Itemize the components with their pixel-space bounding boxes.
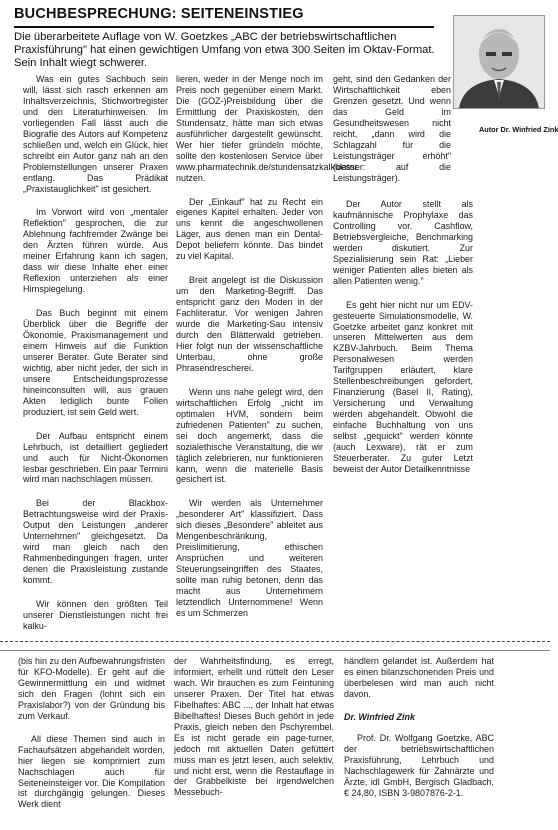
paragraph: (bis hin zu den Aufbewahrungsfristen für KFO-Modelle). Er geht auf die Gewinnermittlung ein und widmet sich den Fragen (lohnt sich ein Praxislabor?) von der Gründung bis zum Verkauf. (18, 656, 165, 721)
title-rule (14, 26, 434, 28)
bottom-column-2 (174, 656, 334, 810)
paragraph: Der „Einkauf" hat zu Recht ein eigenes Kapitel erhalten. Jeder von uns kennt die angeschwollenen Läger, aus denen man ein Dental-Depot beliefern könnte. Das bindet zu viel Kapital. (176, 196, 323, 262)
paragraph: Breit angelegt ist die Diskussion um den Marketing-Begriff. Das entspricht ganz den Moden in der Fachliteratur. Vor wenigen Jahren wurde die Marketing-Sau intensiv durch den Blätterwald getrieben. Hier folgt nun der wissenschaftliche Unterbau, ohne große Phrasendrescherei. (176, 275, 323, 373)
text-column-3-top (333, 74, 451, 197)
author-photo (453, 15, 545, 109)
article-title: BUCHBESPRECHUNG: SEITENEINSTIEG (14, 6, 304, 22)
paragraph: Was ein gutes Sachbuch sein will, lässt sich rasch erkennen am Inhaltsverzeichnis, Stichwortregister und den Literaturhinweisen. Im vorliegenden Fall lässt auch die Biografie des Autors auf Kompetenz schließen und, welch ein Glück, hier schreibt ein Autor ganz nah an den Problemstellungen unserer Praxen entlang. Das Prädikat „Praxistauglichkeit" ist gesichert. (23, 74, 168, 194)
paragraph: geht, sind den Gedanken der Wirtschaftlichkeit eben Grenzen gesetzt. Und wenn das Geld im Gesundheitswesen nicht reicht, „dann wird die Schlagzahl für die Leistungsträger erhöht" (besser: auf die Leistungsträger). (333, 74, 451, 183)
page-divider (0, 641, 550, 642)
paragraph: All diese Themen sind auch in Fachaufsätzen abgehandelt worden, hier liegen sie komprimiert zum Nachschlagen auch für Seiteneinsteiger vor. Die Kompilation ist durchgängig gelungen. Dieses Werk dient (18, 733, 165, 810)
book-info: Prof. Dr. Wolfgang Goetzke, ABC der betriebswirtschaftlichen Praxisführung, Lehrbuch und Nachschlagewerk für Zahnärzte und Ärzte, idl GmbH, Bergisch Gladbach, € 24,80, ISBN 3-9807876-2-1. (344, 732, 494, 798)
paragraph: Wenn uns nahe gelegt wird, den wirtschaftlichen Erfolg „nicht im optimalen HVM, sondern beim zufriedenen Patienten" zu suchen, sei doch angemerkt, dass die sozialethische Veranstaltung, die wir täglich zelebrieren, nur funktionieren kann, wenn die materielle Basis gesichert ist. (176, 386, 323, 485)
bottom-column-3 (344, 656, 494, 810)
article-lead: Die überarbeitete Auflage von W. Goetzkes „ABC der betriebswirtschaftlichen Praxisführung" hat einen gewichtigen Umfang von etwa 300 Seiten im Oktav-Format. Sein Inhalt wiegt schwerer. (14, 31, 435, 69)
author-portrait-image (454, 16, 544, 108)
page-divider-line (0, 650, 550, 651)
paragraph: Wir werden als Unternehmer „besonderer Art" klassifiziert. Dass sich dieses „Besondere" ableitet aus Mengenbeschränkung, Preislimitierung, ethischen Ansprüchen und weiteren Steuerungseingriffen des Staates, sollte man ruhig betonen, denn das macht aus Unternehmern letztendlich Unternommene! Wenn es um Schmerzen (176, 498, 323, 618)
bottom-column-1 (18, 656, 165, 822)
paragraph: händlern gelandet ist. Außerdem hat es einen bilanzschonenden Preis und überbelesen wird man auch nicht davon. (344, 656, 494, 699)
paragraph: Der Autor stellt als kaufmännische Prophylaxe das Controlling vor. Cashflow, Betriebsvergleiche, Benchmarking werden diskutiert. Zur Spezialisierung sein Rat: „Lieber weniger Patienten alles bieten als allen Patienten wenig." (333, 199, 473, 286)
author-signature: Dr. Winfried Zink (344, 711, 415, 722)
text-column-1 (23, 74, 168, 645)
text-column-2 (176, 74, 358, 632)
text-column-3 (333, 199, 473, 488)
paragraph: der Wahrheitsfindung, es erregt, informiert, erhellt und rüttelt den Leser wach. Wir brauchen es zum Feintuning unserer Praxen. Der Titel hat etwas Fibelhaftes: ABC ..., der Inhalt hat etwas Bibelhaftes! Dieses Buch gehört in jede Praxis, gleich neben den Pschyrembel. Es ist nicht gerade ein page-turner, jedoch mit aktuellen Daten gefüttert muss man es jetzt lesen, auch selektiv, und nicht erst, wenn die Restauflage in der Grabbelkiste bei irgendwelchen Messebuch- (174, 656, 334, 798)
paragraph: Der Aufbau entspricht einem Lehrbuch, ist detailliert gegliedert und auch für Nicht-Ökonomen lesbar geschrieben. Ein paar Termini wird man nachschlagen müssen. (23, 430, 168, 485)
paragraph: Das Buch beginnt mit einem Überblick über die Begriffe der Ökonomie, Praxismanagement und einem Hinweis auf die Funktion unserer Berater. Gute Berater sind wichtig, aber nicht jeder, der sich in unsere Entscheidungsprozesse hineinconsulten will, aus grauen Akten lediglich bunte Folien produziert, ist sein Geld wert. (23, 308, 168, 417)
paragraph: Es geht hier nicht nur um EDV-gesteuerte Simulationsmodelle, W. Goetzke arbeitet ganz konkret mit unseren Mittelwerten aus dem KZBV-Jahrbuch. Beim Thema Personalwesen werden Tarifgruppen erläutert, klare Stellenbeschreibungen gefordert, Finanzierung (Basel II, Rating), Versicherung und Verwaltung werden abgehandelt. Obwohl die einfache Buchhaltung von uns selbst „gequickt" werden könnte (auch Lexware), rät er zum Steuerberater. Zu guter Letzt beweist der Autor Detailkenntnisse (333, 299, 473, 474)
paragraph: Wir können den größten Teil unserer Dienstleistungen nicht frei kalku- (23, 599, 168, 631)
photo-caption: Autor Dr. Winfried Zink (479, 125, 558, 134)
paragraph: Bei der Blackbox-Betrachtungsweise wird der Praxis-Output den Leistungen „anderer Unternehmen" gleichgesetzt. Da wird man gleich nach den Rahmenbedingungen fragen, unter denen die Praxisleistung zustande kommt. (23, 498, 168, 586)
paragraph: Im Vorwort wird von „mentaler Reflektion" gesprochen, die zur Ablehnung fachfremder Zwänge bei den Ärzten führen würde. Aus meiner Erfahrung kann ich sagen, dass wir diese Inhalte eher einer Reflexion unterziehen als einer Hirnspiegelung. (23, 207, 168, 295)
paragraph: lieren, weder in der Menge noch im Preis noch gegenüber einem Markt. Die (GOZ-)Preisbildung über die Ermittlung der Praxiskosten, den Stundensatz, hätte man sich etwas ausführlicher dargestellt gewünscht. Wer hier tiefer gründeln möchte, sollte den kostenlosen Service über www.pharmatechnik.de/stundensatzkalkulator nutzen. (176, 74, 358, 183)
